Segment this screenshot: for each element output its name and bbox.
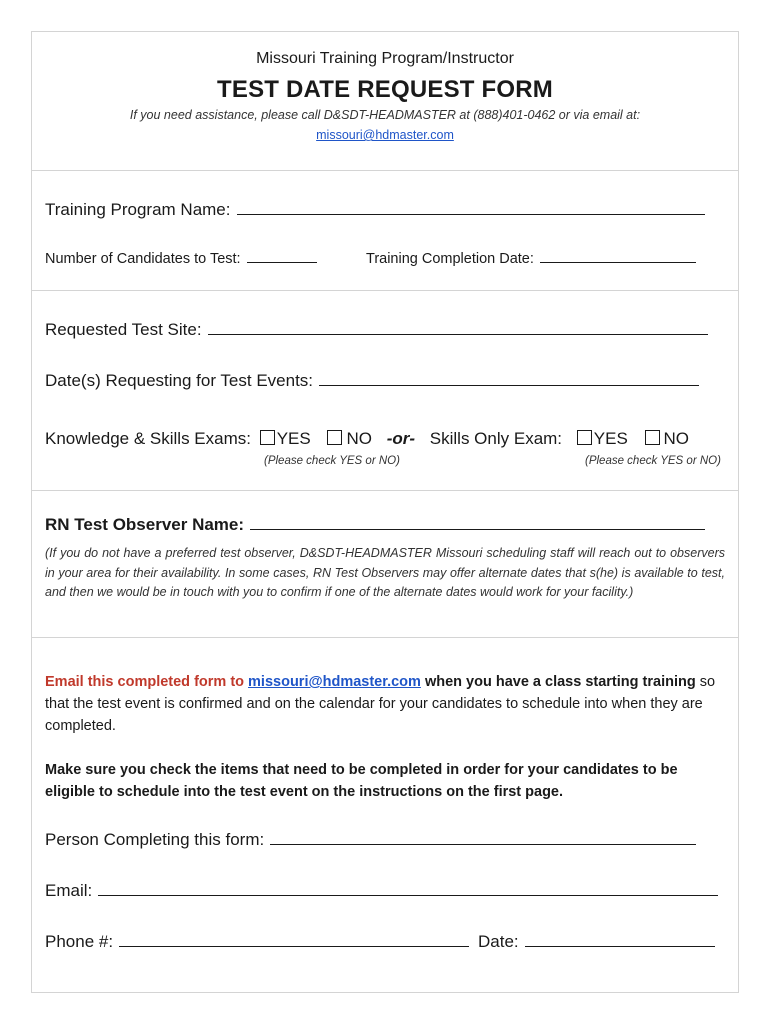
completion-date-label: Training Completion Date: [366, 251, 534, 267]
form-title: TEST DATE REQUEST FORM [217, 76, 553, 103]
skills-only-label: Skills Only Exam: [429, 429, 563, 448]
person-row [45, 830, 696, 850]
phone-field[interactable] [119, 932, 469, 947]
assistance-text: If you need assistance, please call D&SDT-HEADMASTER at (888)401-0462 or via email at: [129, 108, 641, 122]
exam-type-row [45, 429, 689, 449]
knowledge-skills-no-checkbox[interactable] [327, 430, 342, 445]
test-site-field[interactable] [208, 320, 708, 335]
completion-date-row [366, 251, 696, 267]
email-label: Email: [45, 881, 93, 900]
skills-only-no-checkbox[interactable] [645, 430, 660, 445]
observer-label: RN Test Observer Name: [45, 515, 245, 534]
dates-label: Date(s) Requesting for Test Events: [45, 371, 314, 390]
skills-only-no-label: NO [663, 429, 690, 448]
person-label: Person Completing this form: [45, 830, 265, 849]
divider [31, 490, 739, 491]
assistance-email-container [31, 128, 739, 142]
email-instructions-rest: so that the test event is confirmed and on the calendar for your candidates to schedule into when they are completed. [45, 674, 716, 734]
program-name-label: Training Program Name: [45, 200, 231, 219]
test-site-row [45, 320, 708, 340]
knowledge-skills-no-label: NO [346, 429, 372, 448]
knowledge-skills-label: Knowledge & Skills Exams: [45, 429, 251, 448]
divider [31, 170, 739, 171]
skills-only-hint: (Please check YES or NO) [585, 455, 721, 467]
skills-only-yes-checkbox[interactable] [577, 430, 592, 445]
email-instructions [45, 671, 725, 737]
date-row [478, 932, 715, 952]
or-separator: -or- [386, 429, 416, 448]
program-name-row [45, 200, 705, 220]
test-site-label: Requested Test Site: [45, 320, 202, 339]
date-field[interactable] [525, 932, 715, 947]
phone-row [45, 932, 469, 952]
observer-field[interactable] [250, 515, 705, 530]
email-instructions-suffix: when you have a class starting training [424, 674, 696, 690]
dates-field[interactable] [319, 371, 699, 386]
skills-only-yes-label: YES [593, 429, 628, 448]
candidates-row [45, 251, 317, 267]
observer-row [45, 515, 705, 535]
dates-row [45, 371, 699, 391]
phone-label: Phone #: [45, 932, 114, 951]
person-field[interactable] [270, 830, 696, 845]
candidates-label: Number of Candidates to Test: [45, 251, 241, 267]
email-instructions-prefix: Email this completed form to [45, 674, 244, 690]
divider [31, 290, 739, 291]
make-sure-note: Make sure you check the items that need to be completed in order for your candidates to be eligible to schedule into the test event on the instructions on the first page. [45, 762, 678, 800]
candidates-field[interactable] [247, 251, 317, 263]
email-row [45, 881, 718, 901]
knowledge-skills-hint: (Please check YES or NO) [264, 455, 400, 467]
completion-date-field[interactable] [540, 251, 696, 263]
divider [31, 637, 739, 638]
date-label: Date: [478, 932, 519, 951]
email-field[interactable] [98, 881, 718, 896]
knowledge-skills-yes-label: YES [276, 429, 311, 448]
form-subtitle: Missouri Training Program/Instructor [256, 50, 514, 67]
email-instructions-link[interactable]: missouri@hdmaster.com [248, 674, 421, 690]
knowledge-skills-yes-checkbox[interactable] [260, 430, 275, 445]
program-name-field[interactable] [237, 200, 705, 215]
observer-note: (If you do not have a preferred test observer, D&SDT-HEADMASTER Missouri scheduling staff will reach out to observers in your area for their availability. In some cases, RN Test Observers may offer alternate dates that s(he) is available to test, and then we would be in touch with you to confirm if one of the alternate dates would work for your facility.) [45, 546, 725, 599]
assistance-email-link[interactable]: missouri@hdmaster.com [316, 128, 454, 142]
